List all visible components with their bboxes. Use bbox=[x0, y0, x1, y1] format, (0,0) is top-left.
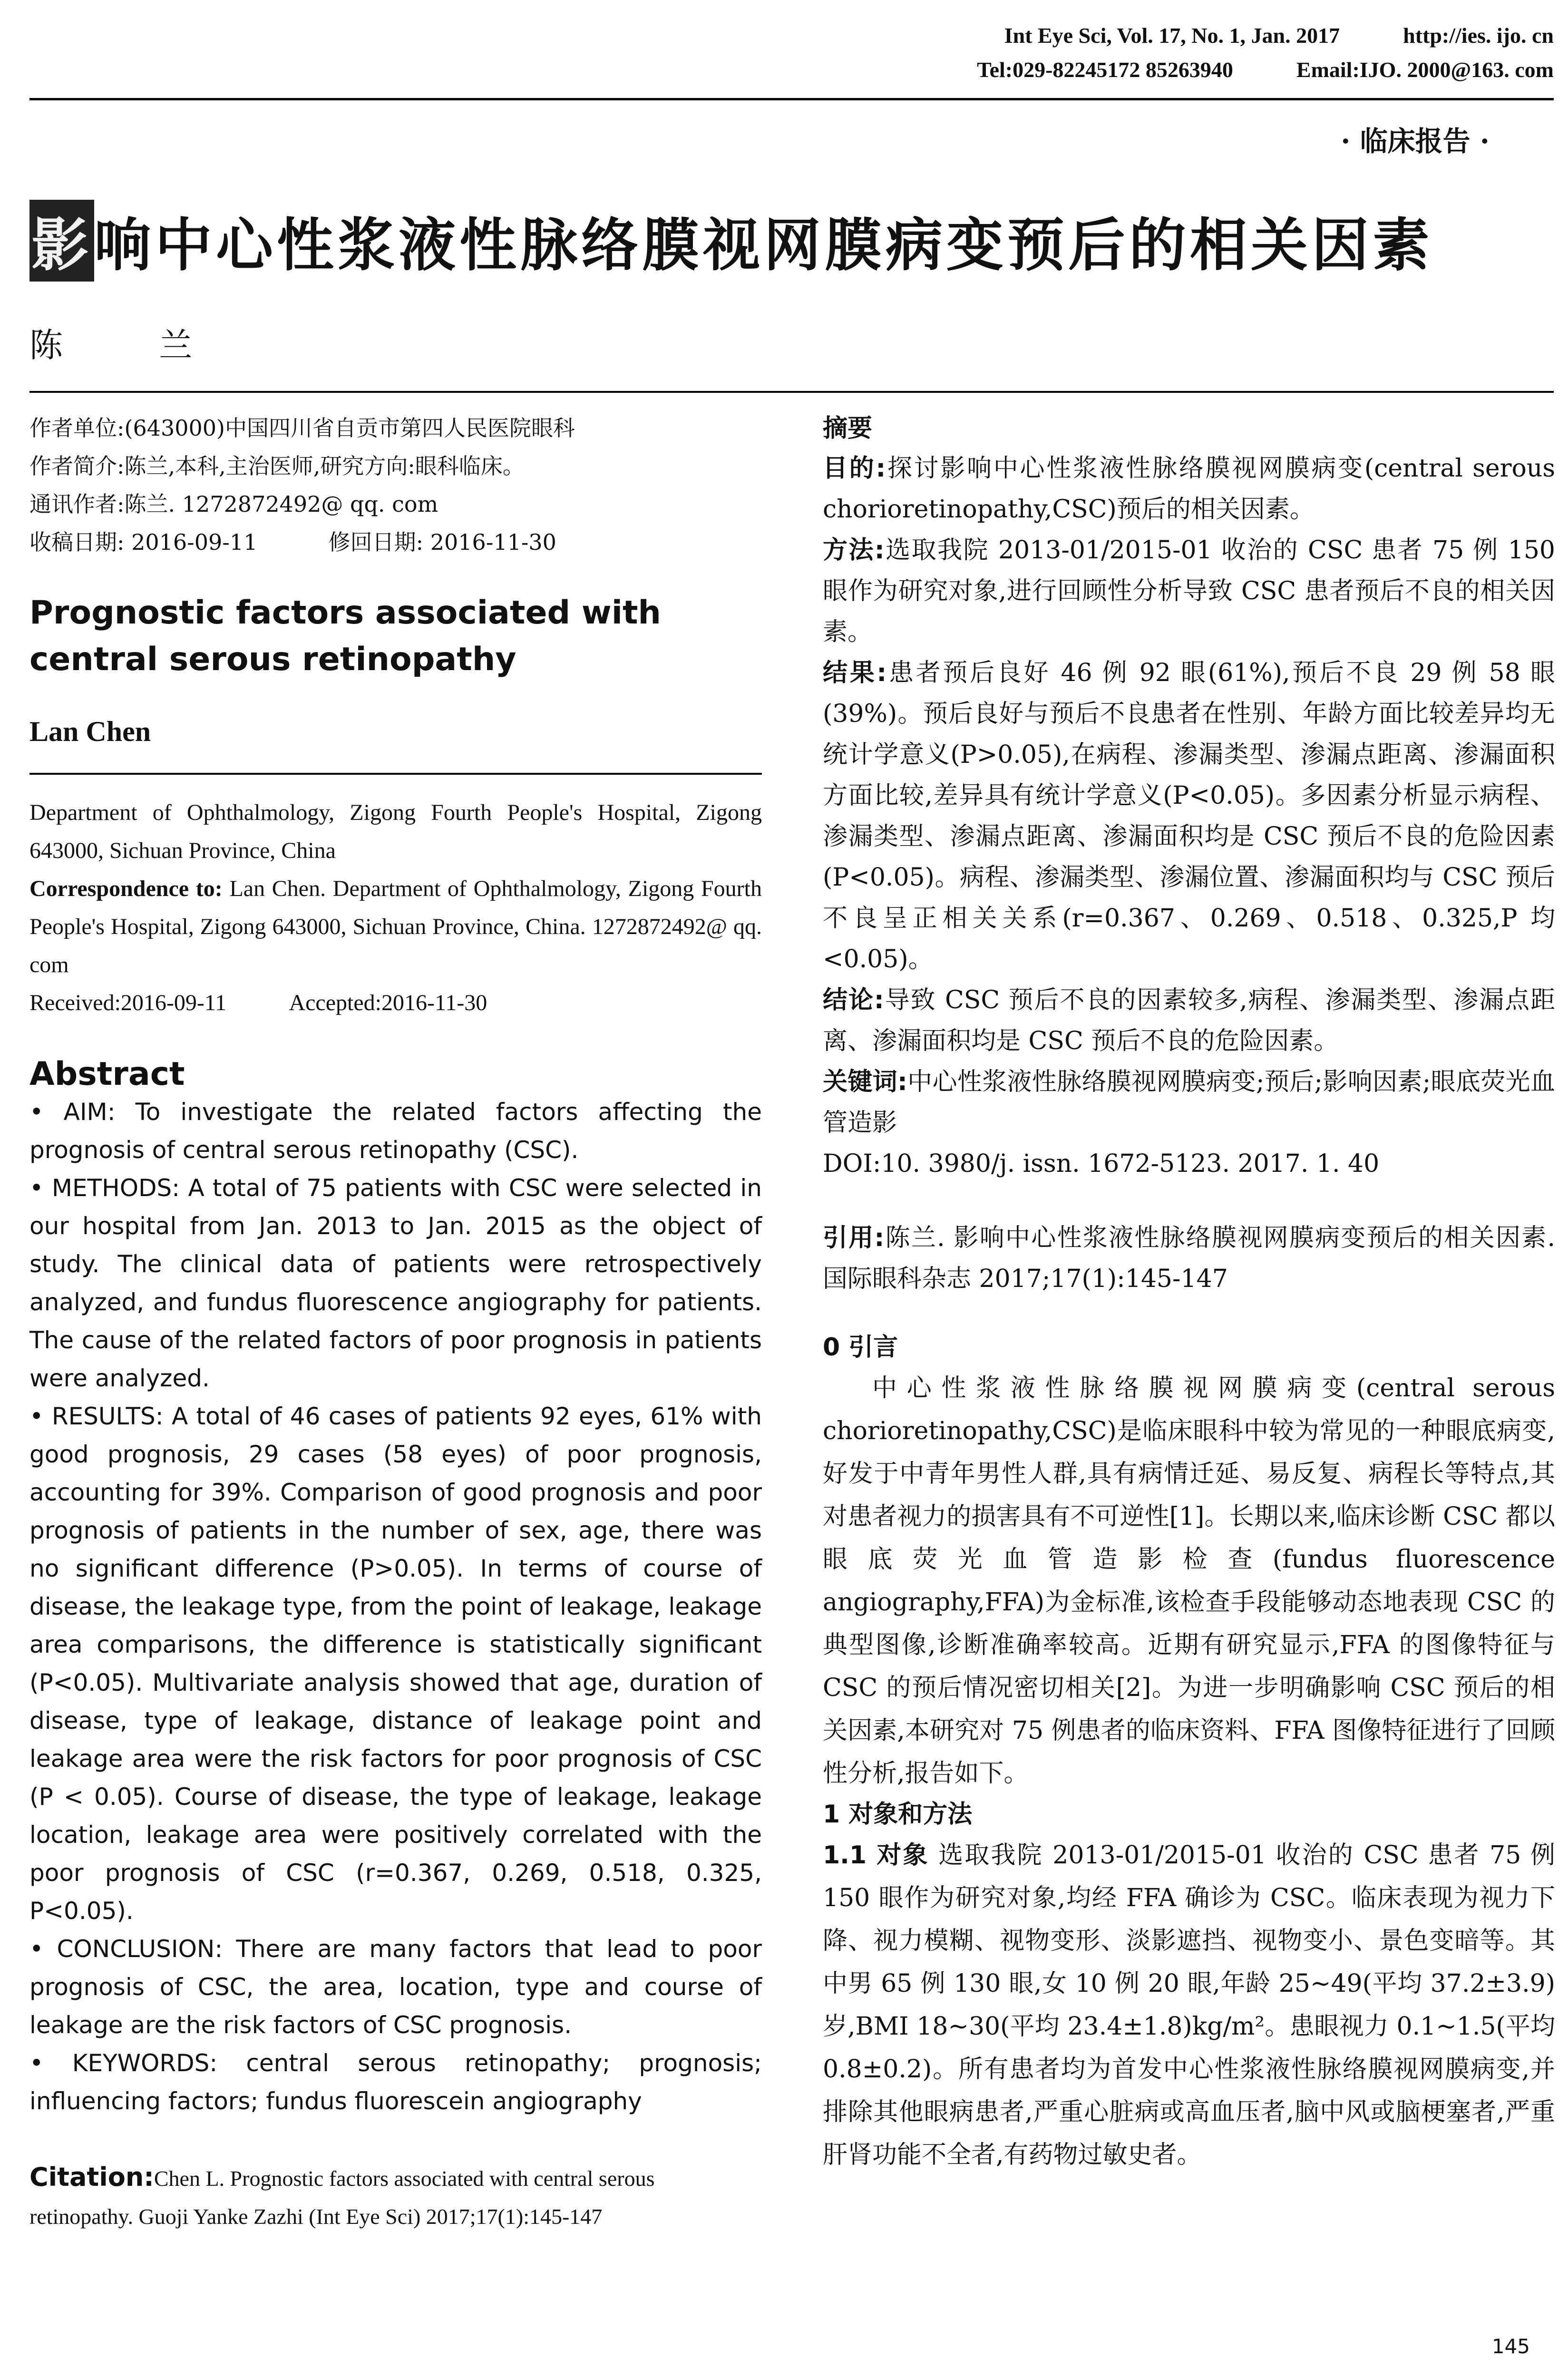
cn-citation bbox=[823, 1218, 1555, 1299]
journal-tel: Tel:029-82245172 85263940 bbox=[977, 58, 1233, 82]
revised-date: 修回日期: 2016-11-30 bbox=[328, 529, 556, 555]
author-cn: 陈 兰 bbox=[29, 326, 235, 365]
english-department: Department of Ophthalmology, Zigong Fourth People's Hospital, Zigong 643000, Sichuan Province, China bbox=[29, 800, 762, 863]
cn-keywords-label: 关键词: bbox=[823, 1068, 907, 1096]
cn-aim-label: 目的: bbox=[823, 454, 886, 483]
intro-heading: 0 引言 bbox=[823, 1333, 898, 1362]
received-date: 收稿日期: 2016-09-11 bbox=[29, 529, 258, 555]
citation bbox=[29, 2158, 762, 2236]
subjects-heading: 1.1 对象 bbox=[823, 1841, 929, 1870]
cn-abstract-methods bbox=[823, 530, 1555, 653]
journal-citation: Int Eye Sci, Vol. 17, No. 1, Jan. 2017 bbox=[1004, 23, 1340, 48]
right-column bbox=[823, 409, 1555, 2176]
cn-methods-label: 方法: bbox=[823, 536, 885, 565]
cn-cite-label: 引用: bbox=[823, 1224, 885, 1252]
article-title bbox=[29, 200, 1433, 282]
corresponding-author: 通讯作者:陈兰. 1272872492@ qq. com bbox=[29, 491, 438, 517]
header-rule bbox=[29, 98, 1554, 100]
cn-results-text: 患者预后良好 46 例 92 眼(61%),预后不良 29 例 58 眼(39%)。预后良好与预后不良患者在性别、年龄方面比较差异均无统计学意义(P>0.05),在病程、渗漏类型、渗漏点距离、渗漏面积方面比较,差异具有统计学意义(P<0.05)。多因素分析显示病程、渗漏类型、渗漏点距离、渗漏面积均是 CSC 预后不良的危险因素(P<0.05)。病程、渗漏类型、渗漏位置、渗漏面积均与 CSC 预后不良呈正相关关系(r=0.367、0.269、0.518、0.325,P 均<0.05)。 bbox=[823, 659, 1556, 974]
english-author: Lan Chen bbox=[29, 716, 151, 747]
abstract-results: • RESULTS: A total of 46 cases of patients 92 eyes, 61% with good prognosis, 29 cases (58 eyes) of poor prognosis, accounting for 39%. Comparison of good prognosis and poor prognosis of patients in the number of sex, age, there was no significant difference (P>0.05). In terms of course of disease, the leakage type, from the point of leakage, leakage area comparisons, the difference is statistically significant (P<0.05). Multivariate analysis showed that age, duration of disease, type of leakage, distance of leakage point and leakage area were the risk factors for poor prognosis of CSC (P < 0.05). Course of disease, the type of leakage, leakage location, leakage area were positively correlated with the poor prognosis of CSC (r=0.367, 0.269, 0.518, 0.325, P<0.05). bbox=[29, 1403, 762, 1925]
citation-text: Chen L. Prognostic factors associated with central serous retinopathy. Guoji Yanke Zazhi (Int Eye Sci) 2017;17(1):145-147 bbox=[29, 2166, 655, 2229]
journal-url: http://ies. ijo. cn bbox=[1403, 23, 1554, 48]
cn-cite-text: 陈兰. 影响中心性浆液性脉络膜视网膜病变预后的相关因素. 国际眼科杂志 2017;17(1):145-147 bbox=[823, 1224, 1556, 1293]
cn-conclusion-text: 导致 CSC 预后不良的因素较多,病程、渗漏类型、渗漏点距离、渗漏面积均是 CSC 预后不良的危险因素。 bbox=[823, 986, 1555, 1055]
en-received: Received:2016-09-11 bbox=[29, 990, 227, 1015]
title-rule bbox=[29, 391, 1554, 393]
cn-abstract-conclusion bbox=[823, 980, 1555, 1062]
correspondence-text: Lan Chen. Department of Ophthalmology, Zigong Fourth People's Hospital, Zigong 643000, Sichuan Province, China. 1272872492@ qq. com bbox=[29, 876, 762, 977]
cn-abstract-results bbox=[823, 653, 1555, 980]
author-affiliation: 作者单位:(643000)中国四川省自贡市第四人民医院眼科 bbox=[29, 415, 575, 441]
cn-abstract-aim bbox=[823, 448, 1555, 530]
section-label: · 临床报告 · bbox=[1341, 125, 1490, 157]
citation-label: Citation: bbox=[29, 2162, 154, 2192]
journal-header-line1 bbox=[1004, 23, 1554, 48]
journal-email: Email:IJO. 2000@163. com bbox=[1296, 58, 1554, 82]
methods-heading: 1 对象和方法 bbox=[823, 1800, 973, 1829]
intro-paragraph: 中心性浆液性脉络膜视网膜病变(central serous chorioretinopathy,CSC)是临床眼科中较为常见的一种眼底病变,好发于中青年男性人群,具有病情迁延、易反复、病程长等特点,其对患者视力的损害具有不可逆性[1]。长期以来,临床诊断 CSC 都以眼底荧光血管造影检查(fundus fluorescence angiography,FFA)为金标准,该检查手段能够动态地表现 CSC 的典型图像,诊断准确率较高。近期有研究显示,FFA 的图像特征与 CSC 的预后情况密切相关[2]。为进一步明确影响 CSC 预后的相关因素,本研究对 75 例患者的临床资料、FFA 图像特征进行了回顾性分析,报告如下。 bbox=[823, 1374, 1555, 1788]
page-number: 145 bbox=[1491, 2335, 1530, 2358]
journal-header-line2 bbox=[977, 57, 1554, 82]
cn-keywords-text: 中心性浆液性脉络膜视网膜病变;预后;影响因素;眼底荧光血管造影 bbox=[823, 1068, 1555, 1137]
abstract-conclusion: • CONCLUSION: There are many factors that lead to poor prognosis of CSC, the area, location, type and course of leakage are the risk factors of CSC prognosis. bbox=[29, 1935, 762, 2039]
author-bio: 作者简介:陈兰,本科,主治医师,研究方向:眼科临床。 bbox=[29, 453, 525, 479]
en-accepted: Accepted:2016-11-30 bbox=[289, 990, 487, 1015]
left-column bbox=[29, 409, 762, 2236]
abstract-keywords: • KEYWORDS: central serous retinopathy; prognosis; influencing factors; fundus fluorescein angiography bbox=[29, 2049, 762, 2115]
subjects-text: 选取我院 2013-01/2015-01 收治的 CSC 患者 75 例 150 眼作为研究对象,均经 FFA 确诊为 CSC。临床表现为视力下降、视力模糊、视物变形、淡影遮挡、视物变小、景色变暗等。其中男 65 例 130 眼,女 10 例 20 眼,年龄 25~49(平均 37.2±3.9)岁,BMI 18~30(平均 23.4±1.8)kg/m²。患眼视力 0.1~1.5(平均 0.8±0.2)。所有患者均为首发中心性浆液性脉络膜视网膜病变,并排除其他眼病患者,严重心脏病或高血压者,脑中风或脑梗塞者,严重肝肾功能不全者,有药物过敏史者。 bbox=[823, 1841, 1555, 2169]
cn-aim-text: 探讨影响中心性浆液性脉络膜视网膜病变(central serous chorioretinopathy,CSC)预后的相关因素。 bbox=[823, 454, 1555, 524]
cn-conclusion-label: 结论: bbox=[823, 986, 884, 1014]
title-rest: 响中心性浆液性脉络膜视网膜病变预后的相关因素 bbox=[94, 213, 1433, 279]
cn-methods-text: 选取我院 2013-01/2015-01 收治的 CSC 患者 75 例 150 眼作为研究对象,进行回顾性分析导致 CSC 患者预后不良的相关因素。 bbox=[823, 536, 1555, 646]
abstract-methods: • METHODS: A total of 75 patients with CSC were selected in our hospital from Jan. 2013 to Jan. 2015 as the object of study. The clinical data of patients were retrospectively analyzed, and fundus fluorescence angiography for patients. The cause of the related factors of poor prognosis in patients were analyzed. bbox=[29, 1174, 762, 1392]
english-correspondence bbox=[29, 870, 762, 984]
dates bbox=[29, 523, 762, 561]
abstract-heading: Abstract bbox=[29, 1055, 185, 1093]
cn-abstract-heading: 摘要 bbox=[823, 414, 873, 443]
cn-results-label: 结果: bbox=[823, 659, 887, 687]
abstract-aim: • AIM: To investigate the related factors affecting the prognosis of central serous retinopathy (CSC). bbox=[29, 1098, 762, 1164]
english-title: Prognostic factors associated with central serous retinopathy bbox=[29, 594, 661, 678]
correspondence-label: Correspondence to: bbox=[29, 876, 223, 901]
author-rule bbox=[29, 773, 762, 775]
subjects-paragraph bbox=[823, 1834, 1555, 2176]
english-dates bbox=[29, 984, 762, 1022]
cn-abstract-keywords bbox=[823, 1062, 1555, 1143]
cn-doi: DOI:10. 3980/j. issn. 1672-5123. 2017. 1. 40 bbox=[823, 1150, 1380, 1178]
title-first-char: 影 bbox=[29, 200, 94, 282]
